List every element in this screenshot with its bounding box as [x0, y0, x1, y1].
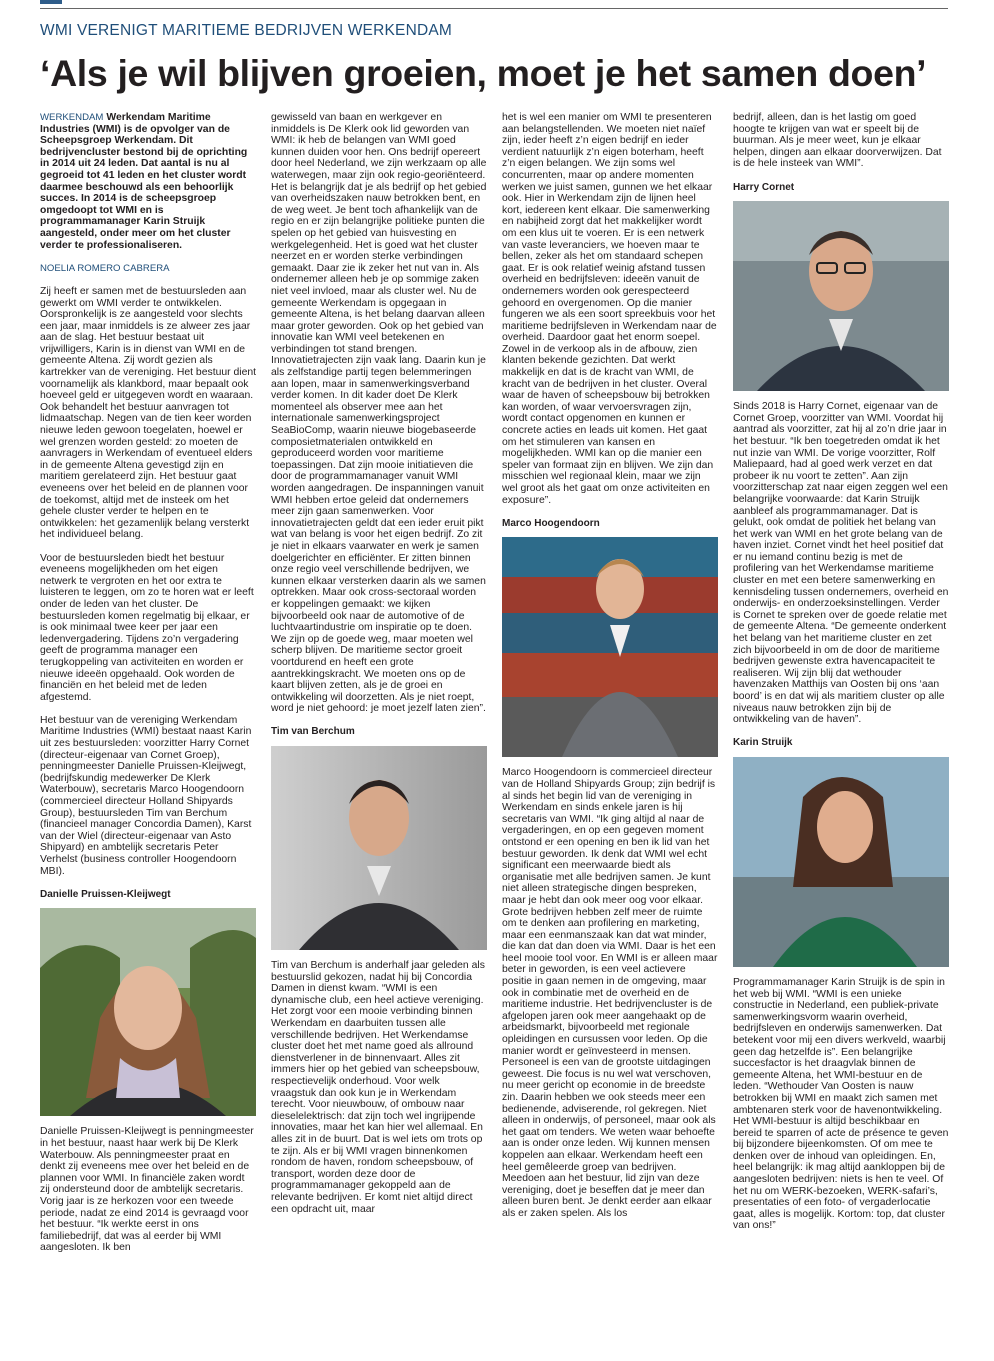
body-paragraph: Marco Hoogendoorn is commercieel directeur van de Holland Shipyards Group; zijn bedrijf is al sinds het begin lid van de vereniging in Werkendam en sinds enkele jaren is hij secretaris van WMI. “Ik ging altijd al naar de vergaderingen, en op een gegeven moment ontstond er een opening en ben ik lid van het bestuur geworden. Ik denk dat WMI wel echt significant een meerwaarde biedt als organisatie met alle bedrijven samen. Je kunt niet alleen strategische dingen bespreken, maar je hebt dan ook meer oog voor elkaar. Grote bedrijven hebben zelf meer de ruimte om te denken aan profilering en marketing, maar een eenmanszaak kan dat wat minder, die kan dat dan doen via WMI. Daar is het een heel mooie tool voor. En WMI is er alleen maar beter in geworden, is een veel actievere positie in gaan nemen in de omgeving, maar ook in combinatie met de overheid en de maritieme industrie. Het bedrijvencluster is de afgelopen jaren ook meer aangehaakt op de arbeidsmarkt, bijvoorbeeld met regionale opleidingen en cursussen voor leden. Op die manier wordt er geïnvesteerd in mensen. Personeel is een van de grootste uitdagingen geweest. Die focus is nu wel wat verschoven, nu meer gericht op economie in de breedste zin. Daarin hebben we ook steeds meer een bedienende, adviserende, rol gekregen. Niet alleen in onderwijs, of personeel, maar ook als het gaat om tenders. We weten waar behoefte aan is onder onze leden. Wij kunnen mensen koppelen aan elkaar. Werkendam heeft een heel gemêleerde groep van bedrijven. Meedoen aan het bestuur, lid zijn van deze vereniging, doet je beseffen dat je meer dan alleen buren bent. Je denkt eerder aan elkaar als er zaken spelen. Als los — [502, 767, 718, 1219]
body-paragraph: Sinds 2018 is Harry Cornet, eigenaar van de Cornet Groep, voorzitter van WMI. Voordat hij aantrad als voorzitter, zat hij al zo’n drie jaar in het bestuur. “Ik ben toegetreden omdat ik het nut inzie van WMI. De vorige voorzitter, Rolf Maliepaard, had al goed werk verzet en dat probeer ik nu voort te zetten”. Aan zijn voorzitterschap zat naar eigen zeggen wel een belangrijke voorwaarde: dat Karin Struijk aanbleef als programmamanager. Dat is gelukt, ook omdat de politiek het belang van het werk van WMI en het grote belang van de haven inziet. Cornet vindt het heel positief dat er nu iemand continu bezig is met de profilering van het Werkendamse maritieme cluster en met een betere samenwerking en kennisdeling tussen ondernemers, overheid en onderwijs- en onderzoeksinstellingen. Verder is Cornet te spreken over de goede relatie met de gemeente Altena. “De gemeente onderkent het belang van het maritieme cluster en zet zich bijvoorbeeld in om de door de maritieme bedrijven gewenste extra havencapaciteit te realiseren. Wij zijn blij dat wethouder havenzaken Matthijs van Oosten bij ons ‘aan boord’ is en dat wij als maritiem cluster op alle niveaus nauw betrokken zijn bij de ontwikkeling van de haven”. — [733, 401, 949, 726]
intro-paragraph — [40, 112, 256, 251]
photo-tim-van-berchum — [271, 746, 487, 950]
photo-caption-harry: Harry Cornet — [733, 181, 795, 193]
photo-caption-danielle: Danielle Pruissen-Kleijwegt — [40, 888, 171, 900]
photo-caption-tim: Tim van Berchum — [271, 726, 355, 738]
body-paragraph: Danielle Pruissen-Kleijwegt is penningmeester in het bestuur, naast haar werk bij De Klerk Waterbouw. Als penningmeester praat en denkt zij eveneens mee over het beleid en de plannen voor WMI. In financiële zaken wordt zij ondersteund door de ambtelijk secretaris. Vorig jaar is ze herkozen voor een tweede periode, nadat ze eind 2014 is gevraagd voor het bestuur. “Ik werkte eerst in ons familiebedrijf, dat was al eerder bij WMI aangesloten. Ik ben — [40, 1126, 254, 1254]
photo-harry-cornet — [733, 201, 949, 391]
lead-place: WERKENDAM — [40, 112, 104, 123]
column-1 — [40, 112, 256, 1266]
body-paragraph: Zij heeft er samen met de bestuursleden aan gewerkt om WMI verder te ontwikkelen. Oorspronkelijk is ze aangesteld voor slechts een jaar, maar inmiddels is ze alweer zes jaar aan de slag. Het bestuur bestaat uit vrijwilligers, Karin is in dienst van WMI en de gemeente Altena. Zij wordt gezien als kartrekker van de vereniging. Het bestuur dient voornamelijk als klankbord, maar bepaalt ook hoeveel geld er uitgegeven wordt en waaraan. Ook behandelt het bestuur aanvragen tot lidmaatschap. Negen van de tien keer worden nieuwe leden gewoon toegelaten, hoewel er wel grenzen worden gesteld: zo moeten de aanvragers in Werkendam of eventueel elders in de gemeente Altena gevestigd zijn en maritiem gerelateerd zijn. Het bestuur gaat eveneens over het beleid en de plannen voor de toekomst, altijd met de insteek om het gehele cluster verder te helpen en te ontwikkelen: het gezamenlijk belang versterkt het individueel belang. — [40, 285, 257, 541]
top-color-mark — [40, 0, 62, 4]
body-paragraph: bedrijf, alleen, dan is het lastig om goed hoogte te krijgen van wat er speelt bij de buurman. Als je meer weet, kun je elkaar helpen, dingen aan elkaar doorverwijzen. Dat is de hele insteek van WMI”. — [733, 112, 942, 170]
body-paragraph: het is wel een manier om WMI te presenteren aan belangstellenden. We moeten niet naïef zijn, ieder heeft z’n eigen bedrijf en ieder verdient natuurlijk z’n eigen boterham, heeft z’n eigen belangen. We zijn soms wel concurrenten, maar op andere momenten werken we juist samen, gunnen we het elkaar ook. Hier in Werkendam zijn de lijnen heel kort, iedereen kent elkaar. Die samenwerking en nabijheid zorgt dat het makkelijker wordt om een klus uit te voeren. Er is een netwerk van vaste leveranciers, we hoeven maar te bellen, zeker als het om standaard schepen gaat. Er is ook relatief weinig afstand tussen overheid en bedrijfsleven: ideeën vanuit de ondernemers worden ook gerespecteerd gehoord en overgenomen. Op die manier fungeren we als een soort spreekbuis voor het maritieme bedrijfsleven in Werkendam naar de overheid. Daardoor gaat het enorm soepel. Zowel in de verkoop als in de afbouw, zien klanten bekende gezichten. Dat werkt makkelijk en dat is de kracht van WMI, de kracht van de bedrijven in het cluster. Overal waar de haven of scheepsbouw bij betrokken kan worden, of waar vervoersvragen zijn, wordt contact opgenomen en kunnen er concrete acties en leads uit komen. Het gaat om het stimuleren van kansen en mogelijkheden. WMI kan op die manier een speler van formaat zijn en blijven. We zijn dan misschien wel regionaal klein, maar we zijn wel groot als het gaat om onze activiteiten en exposure”. — [502, 112, 717, 506]
column-2 — [271, 112, 487, 1227]
intro-text: Werkendam Maritime Industries (WMI) is de opvolger van de Scheepsgroep Werkendam. Dit bedrijvencluster bestond bij de oprichting in 2014 uit 24 leden. Dat aantal is nu al gegroeid tot 41 leden en het cluster wordt daarmee beschouwd als een behoorlijk succes. In 2014 is de scheepsgroep omgedoopt tot WMI en is programmamanager Karin Struijk aangesteld, onder meer om het cluster verder te professionaliseren. — [40, 112, 248, 251]
body-paragraph: Voor de bestuursleden biedt het bestuur eveneens mogelijkheden om het eigen netwerk te vergroten en het oor extra te luisteren te leggen, om zo te horen wat er leeft onder de leden van het cluster. De bestuursleden komen regelmatig bij elkaar, er is ook minimaal twee keer per jaar een ledenvergadering. Tijdens zo’n vergadering geeft de programma manager een terugkoppeling van activiteiten en worden er nieuwe ideeën opgehaald. Ook worden de financiën en het beleid met de leden afgestemd. — [40, 552, 254, 703]
photo-caption-marco: Marco Hoogendoorn — [502, 517, 600, 529]
photo-danielle-pruissen-kleijwegt — [40, 908, 256, 1116]
column-4 — [733, 112, 949, 1244]
body-paragraph: Programmamanager Karin Struijk is de spin in het web bij WMI. “WMI is een unieke constructie in Nederland, een publiek-private samenwerkingsvorm waarin overheid, bedrijfsleven en onderwijs samenwerken. Dat betekent voor mij een divers werkveld, waarbij geen dag hetzelfde is”. Een belangrijke succesfactor is het draagvlak binnen de gemeente Altena, het WMI-bestuur en de leden. “Wethouder Van Oosten is nauw betrokken bij WMI en maakt zich samen met ambtenaren sterk voor de havenontwikkeling. Het WMI-bestuur is altijd beschikbaar en bereid te sparren of acte de présence te geven bij bijzondere bijeenkomsten. Of om mee te denken over de inhoud van opleidingen. En, heel belangrijk: ik mag altijd aankloppen bij de aangesloten bedrijven: niets is hen te veel. Of het nu om WERK-bezoeken, WERK-safari’s, presentaties of een foto- of vergaderlocatie gaat, alles is mogelijk. Kortom: top, dat cluster van ons!” — [733, 976, 949, 1232]
photo-caption-karin: Karin Struijk — [733, 737, 793, 749]
byline: NOELIA ROMERO CABRERA — [40, 262, 170, 274]
column-3 — [502, 112, 718, 1231]
photo-karin-struijk — [733, 757, 949, 967]
body-paragraph: Tim van Berchum is anderhalf jaar geleden als bestuurslid gekozen, nadat hij bij Concordia Damen in dienst kwam. “WMI is een dynamische club, een heel actieve vereniging. Het zorgt voor een mooie verbinding binnen Werkendam en daarbuiten tussen alle verschillende bedrijven. Het Werkendamse cluster doet het met name goed als allround dienstverlener in de binnenvaart. Alles zit immers hier op het gebied van scheepsbouw, respectievelijk onderhoud. Voor welk vraagstuk dan ook kun je in Werkendam terecht. Voor nieuwbouw, of ombouw naar dieselelektrisch: dat zijn toch wel ingrijpende innovaties, maar het kan hier wel allemaal. En alles zit in de buurt. Dat is wel iets om trots op te zijn. Als er bij WMI vragen binnenkomen rondom de haven, rondom scheepsbouw, of transport, worden deze door de programmamanager gekoppeld aan de relevante bedrijven. Er komt niet altijd direct een opdracht uit, maar — [271, 960, 485, 1215]
top-rule — [40, 8, 948, 9]
photo-marco-hoogendoorn — [502, 537, 718, 757]
body-paragraph: gewisseld van baan en werkgever en inmiddels is De Klerk ook lid geworden van WMI: ik heb de belangen van WMI goed kunnen duiden voor hen. Ons bedrijf opereert door heel Nederland, we zijn werkzaam op alle waterwegen, maar zijn ook regio-georiënteerd. Het is belangrijk dat je als bedrijf op het gebied van overheidszaken nauw betrokken bent, en de weg weet. Je bent toch afhankelijk van de regio en er zijn belangrijke politieke punten die spelen op het gebied van huisvesting en werkgelegenheid. Het is goed wat het cluster neerzet en er worden sterke verbindingen gemaakt. Daar zie ik zeker het nut van in. Als ondernemer alleen heb je op sommige zaken niet veel invloed, maar als cluster wel. Nu de gemeente Werkendam is opgegaan in gemeente Altena, is het belang daarvan alleen maar groter geworden. Ook op het gebied van innovatie kan WMI veel betekenen en verbindingen tot stand brengen. Innovatietrajecten zijn vaak lang. Daarin kun je als zelfstandige partij tegen belemmeringen aan lopen, maar in samenwerkingsverband verder komen. In dit kader doet De Klerk momenteel als observer mee aan het internationale samenwerkingsproject SeaBioComp, waarin nieuwe biogebaseerde composietmaterialen ontwikkeld en geproduceerd worden voor maritieme toepassingen. Dat zijn mooie initiatieven die door de programmamanager vanuit WMI worden aangedragen. De inspanningen vanuit WMI hebben ertoe geleid dat ondernemers meer zijn gaan samenwerken. Voor innovatietrajecten geldt dat een ieder eruit pikt wat van belang is voor het eigen bedrijf. Zo zit je niet in elkaars vaarwater en werk je samen doelgerichter en efficiënter. Er zitten binnen onze regio veel verschillende bedrijven, we kunnen elkaar versterken daarin als we samen optrekken. Maar ook cross-sectoraal worden er koppelingen gemaakt: we kijken bijvoorbeeld ook naar de automotive of de luchtvaartindustrie om inspiratie op te doen. We zijn op de goede weg, maar moeten wel scherp blijven. De maritieme sector groeit voortdurend en heeft een grote aantrekkingskracht. We moeten ons op de kaart blijven zetten, als je de groei en ontwikkeling wil doorzetten. Als je niet roept, word je niet gehoord: je moet jezelf laten zien”. — [271, 112, 487, 715]
section-kicker: WMI VERENIGT MARITIEME BEDRIJVEN WERKENDAM — [40, 22, 453, 39]
page-headline: ‘Als je wil blijven groeien, moet je het samen doen’ — [40, 52, 927, 94]
body-paragraph: Het bestuur van de vereniging Werkendam Maritime Industries (WMI) bestaat naast Karin uit zes bestuursleden: voorzitter Harry Cornet (directeur-eigenaar van Cornet Groep), penningmeester Danielle Pruissen-Kleijwegt, (bedrijfskundig medewerker De Klerk Waterbouw), secretaris Marco Hoogendoorn (commercieel directeur Holland Shipyards Group), bestuursleden Tim van Berchum (financieel manager Concordia Damen), Karst van der Wiel (directeur-eigenaar van Asto Shipyard) en ambtelijk secretaris Peter Verhelst (business controller Hoogendoorn MBI). — [40, 714, 252, 877]
